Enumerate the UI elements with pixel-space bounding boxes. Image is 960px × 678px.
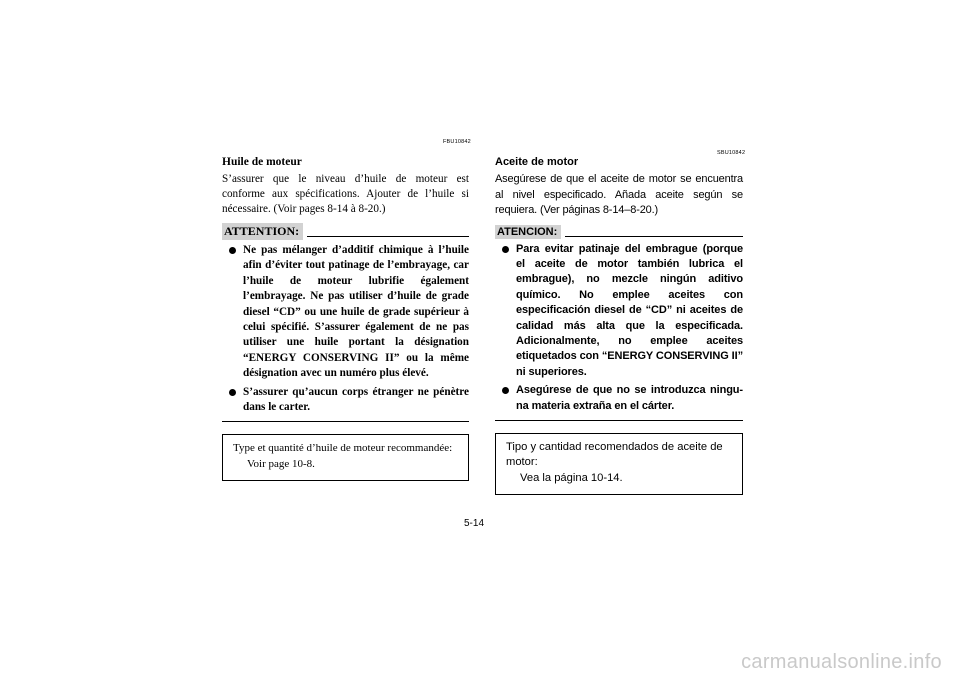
page-number: 5-14 [464, 518, 485, 529]
column-french [222, 146, 469, 481]
section-title-es: Aceite de motor [495, 156, 579, 168]
caution-list-fr [222, 243, 469, 415]
spec-box-fr [222, 434, 469, 481]
section-code-es: SBU10842 [717, 150, 746, 156]
caution-header-es [495, 225, 743, 239]
caution-rule-es [565, 236, 743, 237]
intro-paragraph-es: Asegúrese de que el aceite de motor se encuentra al nivel especificado. Añada aceite según se requiera. (Ver páginas 8-14–8-20.) [495, 173, 743, 216]
caution-end-rule-fr [222, 421, 469, 422]
spec-box-label-fr: Type et quantité d’huile de moteur recommandée: [233, 442, 453, 455]
bullet-icon [502, 246, 509, 253]
column-spanish [495, 146, 746, 495]
list-item [495, 383, 743, 414]
list-item [222, 385, 469, 416]
bullet-icon [502, 387, 509, 394]
list-item [222, 243, 469, 382]
spec-box-label-es: Tipo y cantidad recomendados de aceite de motor: [506, 440, 723, 469]
list-item [495, 242, 743, 381]
bullet-text: S’assurer qu’aucun corps étranger ne pénètre dans le carter. [243, 385, 469, 414]
bullet-icon [229, 247, 236, 254]
bullet-text: Ne pas mélanger d’additif chimique à l’huile afin d’éviter tout patinage de l’embrayage, car l’huile de moteur lubrifie également l’embrayage. Ne pas utiliser d’huile de grade diesel “CD” ou une huile de grade supérieur à celui spécifié. S’assurer également de ne pas utiliser une huile portant la désignation “ENERGY CONSERVING II” ou la même désignation avec un numéro plus élevé. [243, 244, 469, 380]
caution-list-es [495, 242, 743, 414]
intro-paragraph-fr: S’assurer que le niveau d’huile de moteur est conforme aux spécifications. Ajouter de l’huile si nécessaire. (Voir pages 8-14 à 8-20.) [222, 173, 469, 215]
caution-header-fr [222, 223, 469, 240]
section-title-fr: Huile de moteur [222, 156, 302, 168]
caution-end-rule-es [495, 420, 743, 421]
caution-rule-fr [307, 236, 469, 237]
section-code-fr: FBU10842 [443, 139, 471, 145]
bullet-text: Asegúrese de que no se introduzca ningu-na materia extraña en el cárter. [516, 384, 743, 412]
caution-label-es: ATENCION: [495, 225, 561, 239]
bullet-icon [229, 389, 236, 396]
spec-box-es [495, 433, 743, 496]
bullet-text: Para evitar patinaje del embrague (porque el aceite de motor también lubrica el embrague), no mezcle ningún aditivo químico. No emplee aceites con especificación diesel de “CD” ni aceites de calidad más alta que la especificada. Adicionalmente, no emplee aceites etiquetados con “ENERGY CONSERVING II” ni superiores. [516, 242, 743, 378]
spec-box-reference-fr: Voir page 10-8. [247, 457, 315, 470]
watermark: carmanualsonline.info [741, 651, 942, 673]
spec-box-reference-es: Vea la página 10-14. [520, 471, 623, 484]
caution-label-fr: ATTENTION: [222, 223, 303, 240]
